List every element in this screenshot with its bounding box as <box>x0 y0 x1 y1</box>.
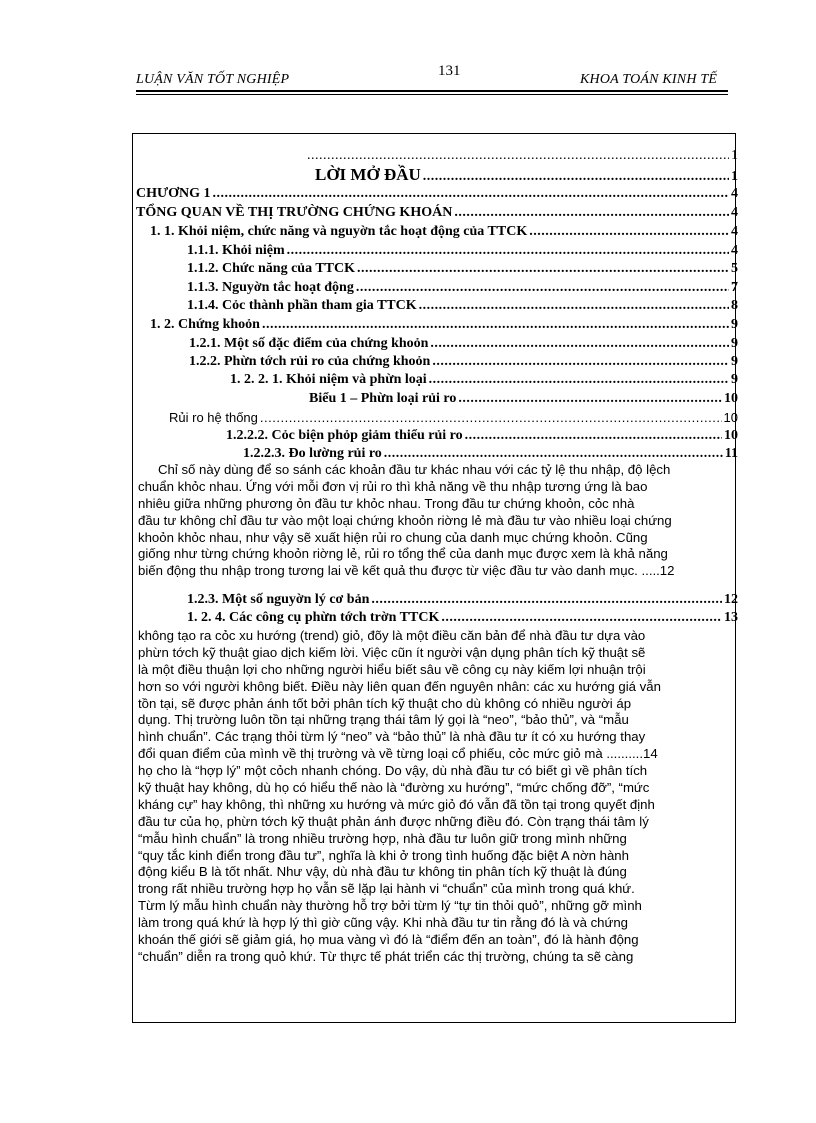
toc-entry: 1.1.2. Chức năng của TTCK ..... 5 <box>187 261 738 277</box>
toc-entry: 1. 2. 2. 1. Khỏi niệm và phừn loại ..... 9 <box>230 372 738 388</box>
toc-entry: Rủi ro hệ thống ..... 10 <box>169 410 738 426</box>
text-line: hơn so với người không biết. Điều này liên quan đến nguyên nhân: các xu hướng giá vẫn <box>138 678 661 694</box>
text-line: hình chuẩn”. Các trạng thỏi từm lý “neo” và “bảo thủ” là nhà đầu tư ít có xu hướng thay <box>138 729 646 745</box>
toc-entry: 1. 2. Chứng khoỏn ..... 9 <box>150 317 738 333</box>
toc-entry: 1. 1. Khỏi niệm, chức năng và nguyờn tắc hoạt động của TTCK ..... 4 <box>150 224 738 240</box>
text-line: đầu tư không chỉ đầu tư vào một loại chứng khoỏn riờng lẻ mà đầu tư vào nhiều loại chứng <box>138 512 672 528</box>
text-line: “quy tắc kinh điển trong đầu tư”, nghĩa là khi ở trong tình huống đặc biệt A nờn hành <box>138 847 629 863</box>
header-right-title: KHOA TOÁN KINH TẾ <box>580 72 718 87</box>
text-line: là một điều thuận lợi cho những người hiểu biết sâu về công cụ này kiếm lợi nhuận trội <box>138 661 646 677</box>
text-line: kỹ thuật hay không, dù họ có hiểu thế nào là “đường xu hướng”, “mức chống đỡ”, “mức <box>138 780 650 796</box>
text-line: đầu tư của họ, phừn tớch kỹ thuật phản ánh được những điều đó. Còn trạng thái tâm lý <box>138 813 649 829</box>
toc-entry: 1.2.2.3. Đo lường rủi ro ..... 11 <box>243 446 738 462</box>
toc-entry: ..... 1 <box>305 148 738 164</box>
toc-entry: 1.2.2. Phừn tớch rủi ro của chứng khoỏn ..... 9 <box>189 354 738 370</box>
text-line: chuẩn khỏc nhau. Ứng với mỗi đơn vị rủi ro thì khả năng về thu nhập tương ứng là bao <box>138 478 648 494</box>
text-line: “chuẩn” diễn ra trong quỏ khứ. Từ thực tế phát triển các thị trường, chúng ta sẽ càng <box>138 948 634 964</box>
text-line: họ cho là “hợp lý” một cỏch nhanh chóng. Do vậy, dù nhà đầu tư có biết gì về phân tích <box>138 763 648 779</box>
toc-entry: TỔNG QUAN VỀ THỊ TRƯỜNG CHỨNG KHOÁN ..... 4 <box>136 205 738 221</box>
toc-entry: 1.1.3. Nguyờn tắc hoạt động ..... 7 <box>187 280 738 296</box>
text-line: khoỏn khỏc nhau, như vậy sẽ xuất hiện rủi ro chung của danh mục chứng khoỏn. Cũng <box>138 529 648 545</box>
toc-entry: CHƯƠNG 1 ..... 4 <box>136 186 738 202</box>
toc-entry: 1.1.1. Khỏi niệm ..... 4 <box>187 243 738 259</box>
page-number: 131 <box>438 63 461 79</box>
text-line: Từm lý mẫu hình chuẩn này thường hỗ trợ bởi từm lý “tự tin thỏi quỏ”, những gỡ mình <box>138 898 642 914</box>
text-line: đổi quan điểm của mình về thị trường và về từng loại cổ phiếu, cỏc mức giỏ mà ..........14 <box>138 746 658 762</box>
toc-entry: 1.2.2.2. Cỏc biện phỏp giảm thiểu rủi ro ..... 10 <box>226 428 738 444</box>
text-line: nhiêu giữa những phương ỏn đầu tư khỏc nhau. Trong đầu tư chứng khoỏn, cỏc nhà <box>138 495 635 511</box>
body-paragraph-2 <box>138 628 661 966</box>
text-line: Chỉ số này dùng để so sánh các khoản đầu tư khác nhau với các tỷ lệ thu nhập, độ lệch <box>158 462 671 477</box>
toc-entry: 1. 2. 4. Các công cụ phừn tớch trờn TTCK ..... 13 <box>187 610 738 626</box>
text-line: kháng cự” hay không, thì những xu hướng và mức giỏ đó vẫn đã tồn tại trong quyết định <box>138 796 655 812</box>
text-line: làm trong quá khứ là hợp lý thì giờ cũng vậy. Khi nhà đầu tư tin rằng đó là và chứng <box>138 915 628 931</box>
text-line: động kiểu B là tốt nhất. Như vậy, dù nhà đầu tư không tin phân tích kỹ thuật là đúng <box>138 864 627 880</box>
text-line: “mẫu hình chuẩn” là trong nhiều trường hợp, nhà đầu tư luôn giữ trong mình những <box>138 830 627 846</box>
text-line: trong rất nhiều trường hợp họ vẫn sẽ lặp lại hành vi “chuẩn” của mình trong quá khứ. <box>138 881 635 897</box>
body-paragraph-1 <box>138 462 675 580</box>
text-line: giống như từng chứng khoỏn riờng lẻ, rủi ro tổng thể của danh mục được xem là khả năng <box>138 546 668 562</box>
text-line: biến động thu nhập trong tương lai về kết quả thu được từ việc đầu tư vào danh mục. .....12 <box>138 563 675 579</box>
text-line: phừn tớch kỹ thuật giao dịch kiếm lời. Việc cũn ít người vận dụng phân tích kỹ thuật sẽ <box>138 644 646 660</box>
toc-entry: 1.2.3. Một số nguyờn lý cơ bản ..... 12 <box>187 592 738 608</box>
toc-entry: Biểu 1 – Phừn loại rủi ro ..... 10 <box>309 391 738 407</box>
text-line: không tạo ra cỏc xu hướng (trend) giỏ, đõy là một điều căn bản để nhà đầu tư dựa vào <box>138 628 646 643</box>
toc-entry: 1.2.1. Một số đặc điểm của chứng khoỏn ..... 9 <box>189 336 738 352</box>
text-line: khoán thế giới sẽ giảm giá, họ mua vàng vì đó là “điểm đến an toàn”, đó là hành động <box>138 932 639 948</box>
header-rule-thick <box>136 90 728 92</box>
header-left-title: LUẬN VĂN TỐT NGHIỆP <box>136 72 290 87</box>
header-rule-thin <box>136 94 728 95</box>
text-line: dụng. Thị trường luôn tồn tại những trạng thái tâm lý gọi là “neo”, “bảo thủ”, và “mẫu <box>138 712 629 728</box>
toc-entry: LỜI MỞ ĐẦU ..... 1 <box>305 167 738 185</box>
toc-entry: 1.1.4. Cỏc thành phần tham gia TTCK ..... 8 <box>187 298 738 314</box>
text-line: tồn tại, sẽ được phản ánh tốt bởi phân tích kỹ thuật cho dù không có nhiều người áp <box>138 695 632 711</box>
